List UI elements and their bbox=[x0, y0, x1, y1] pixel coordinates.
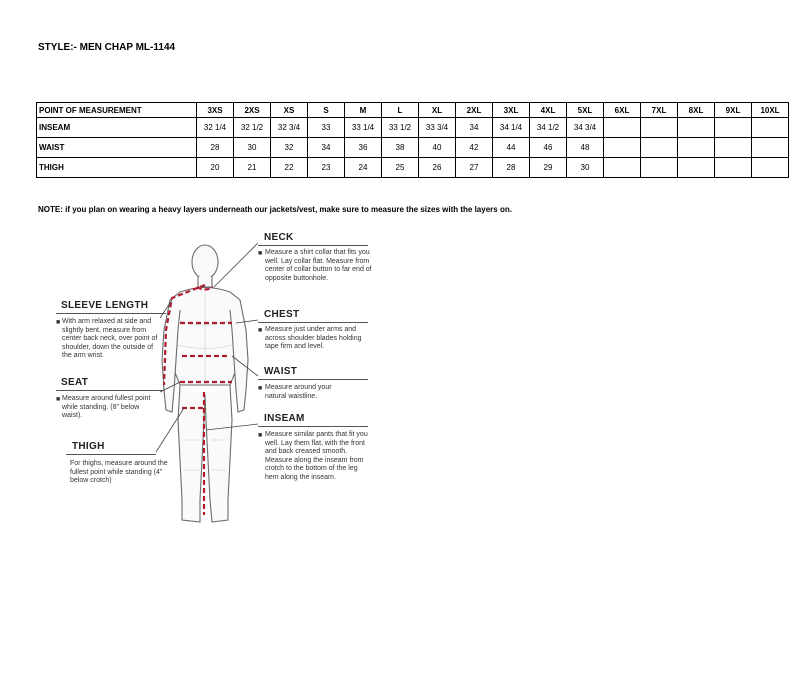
measure-value: 30 bbox=[567, 158, 604, 178]
header-size: XS bbox=[271, 103, 308, 118]
header-size: 3XL bbox=[493, 103, 530, 118]
inseam-desc: Measure similar pants that fit you well. Lay them flat, with the front and back creased smooth. Measure along the inseam from crotch to the bottom of the leg hem along the inseam. bbox=[265, 431, 368, 481]
header-size: 8XL bbox=[678, 103, 715, 118]
measure-value: 26 bbox=[419, 158, 456, 178]
header-size: 3XS bbox=[197, 103, 234, 118]
thigh-desc: For thighs, measure around the fullest point while standing (4" below crotch) bbox=[70, 460, 168, 484]
measure-value: 32 bbox=[271, 138, 308, 158]
header-size: XL bbox=[419, 103, 456, 118]
measure-value bbox=[752, 118, 789, 138]
layer-note: NOTE: if you plan on wearing a heavy layers underneath our jackets/vest, make sure to measure the sizes with the layers on. bbox=[38, 205, 512, 214]
measure-value: 20 bbox=[197, 158, 234, 178]
measure-value: 27 bbox=[456, 158, 493, 178]
table-row bbox=[37, 158, 789, 178]
measure-value bbox=[604, 138, 641, 158]
header-size: M bbox=[345, 103, 382, 118]
seat-bullet: ■ bbox=[56, 396, 61, 403]
measure-name: INSEAM bbox=[37, 118, 197, 138]
measure-value: 46 bbox=[530, 138, 567, 158]
measure-value: 36 bbox=[345, 138, 382, 158]
measure-value bbox=[752, 158, 789, 178]
measure-value: 32 1/4 bbox=[197, 118, 234, 138]
measure-value bbox=[715, 118, 752, 138]
measure-value bbox=[604, 118, 641, 138]
header-pom: POINT OF MEASUREMENT bbox=[37, 103, 197, 118]
measure-value: 24 bbox=[345, 158, 382, 178]
measure-value: 33 1/2 bbox=[382, 118, 419, 138]
thigh-rule bbox=[66, 454, 156, 455]
header-size: L bbox=[382, 103, 419, 118]
measure-value bbox=[752, 138, 789, 158]
sleeve-bullet: ■ bbox=[56, 319, 61, 326]
waist-desc: Measure around your natural waistline. bbox=[265, 384, 332, 400]
measure-name: THIGH bbox=[37, 158, 197, 178]
measure-value: 28 bbox=[197, 138, 234, 158]
sleeve-rule bbox=[56, 313, 166, 314]
measure-value: 33 3/4 bbox=[419, 118, 456, 138]
measure-value: 22 bbox=[271, 158, 308, 178]
measure-value: 34 1/4 bbox=[493, 118, 530, 138]
body-figure bbox=[162, 245, 248, 522]
measure-value: 40 bbox=[419, 138, 456, 158]
seat-rule bbox=[56, 390, 166, 391]
seat-desc: Measure around fullest point while standing. (8" below waist). bbox=[62, 395, 151, 419]
measure-value bbox=[678, 118, 715, 138]
measure-value bbox=[641, 138, 678, 158]
measure-value bbox=[641, 158, 678, 178]
style-title: STYLE:- MEN CHAP ML-1144 bbox=[38, 42, 176, 53]
inseam-title: INSEAM bbox=[264, 413, 305, 424]
measure-value: 34 1/2 bbox=[530, 118, 567, 138]
sleeve-desc: With arm relaxed at side and slightly bent, measure from center back neck, over point of shoulder, down the outside of the arm wrist. bbox=[62, 318, 158, 359]
neck-title: NECK bbox=[264, 232, 294, 243]
measure-value bbox=[715, 138, 752, 158]
size-chart-table bbox=[36, 102, 789, 178]
measure-value: 29 bbox=[530, 158, 567, 178]
table-row bbox=[37, 138, 789, 158]
measure-value: 34 bbox=[308, 138, 345, 158]
neck-bullet: ■ bbox=[258, 250, 263, 257]
measure-value bbox=[678, 138, 715, 158]
seat-title: SEAT bbox=[61, 377, 89, 388]
measure-value: 25 bbox=[382, 158, 419, 178]
measure-value: 34 bbox=[456, 118, 493, 138]
measure-value bbox=[678, 158, 715, 178]
measure-value: 28 bbox=[493, 158, 530, 178]
table-row bbox=[37, 118, 789, 138]
table-header-row bbox=[37, 103, 789, 118]
measure-value: 34 3/4 bbox=[567, 118, 604, 138]
inseam-bullet: ■ bbox=[258, 432, 263, 439]
header-size: 4XL bbox=[530, 103, 567, 118]
waist-title: WAIST bbox=[264, 366, 298, 377]
header-size: 9XL bbox=[715, 103, 752, 118]
waist-bullet: ■ bbox=[258, 385, 263, 392]
measure-value bbox=[641, 118, 678, 138]
measure-value bbox=[604, 158, 641, 178]
measure-value: 21 bbox=[234, 158, 271, 178]
header-size: 5XL bbox=[567, 103, 604, 118]
measurement-lines bbox=[164, 285, 232, 515]
header-size: 10XL bbox=[752, 103, 789, 118]
measure-value: 32 1/2 bbox=[234, 118, 271, 138]
chest-desc: Measure just under arms and across shoulder blades holding tape firm and level. bbox=[265, 326, 362, 350]
neck-desc: Measure a shirt collar that fits you well. Lay collar flat. Measure from center of collar button to far end of opposite buttonhole. bbox=[265, 249, 372, 282]
measure-value: 42 bbox=[456, 138, 493, 158]
header-size: 7XL bbox=[641, 103, 678, 118]
measure-value: 48 bbox=[567, 138, 604, 158]
header-size: 2XS bbox=[234, 103, 271, 118]
sleeve-title: SLEEVE LENGTH bbox=[61, 300, 149, 311]
waist-rule bbox=[258, 379, 368, 380]
chest-bullet: ■ bbox=[258, 327, 263, 334]
measure-value: 23 bbox=[308, 158, 345, 178]
inseam-rule bbox=[258, 426, 368, 427]
measure-value: 44 bbox=[493, 138, 530, 158]
measure-value: 33 bbox=[308, 118, 345, 138]
measure-value bbox=[715, 158, 752, 178]
header-size: 2XL bbox=[456, 103, 493, 118]
measure-value: 33 1/4 bbox=[345, 118, 382, 138]
chest-title: CHEST bbox=[264, 309, 300, 320]
measure-name: WAIST bbox=[37, 138, 197, 158]
figure-contour-lines bbox=[178, 292, 232, 470]
measure-value: 32 3/4 bbox=[271, 118, 308, 138]
neck-rule bbox=[258, 245, 368, 246]
leader-lines bbox=[156, 243, 258, 452]
thigh-title: THIGH bbox=[72, 441, 105, 452]
measure-value: 30 bbox=[234, 138, 271, 158]
header-size: 6XL bbox=[604, 103, 641, 118]
header-size: S bbox=[308, 103, 345, 118]
chest-rule bbox=[258, 322, 368, 323]
measure-value: 38 bbox=[382, 138, 419, 158]
